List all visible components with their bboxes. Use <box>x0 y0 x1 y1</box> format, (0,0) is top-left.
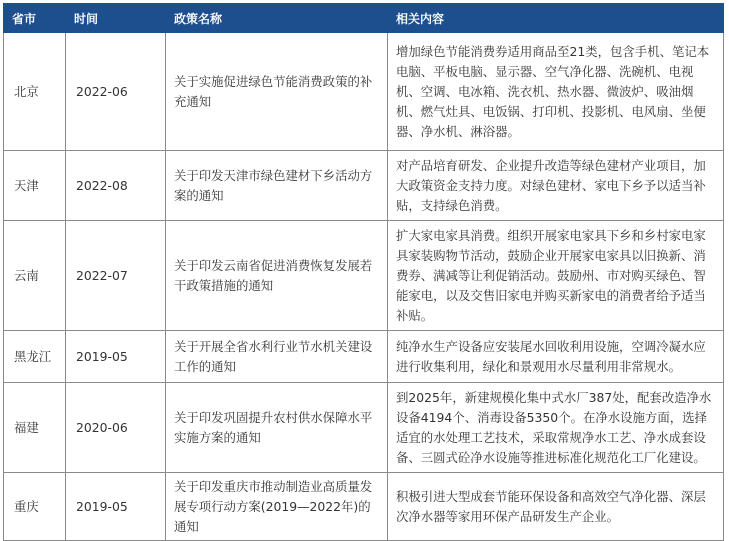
cell-province: 黑龙江 <box>4 331 66 383</box>
cell-policy: 关于开展全省水利行业节水机关建设工作的通知 <box>166 331 388 383</box>
cell-policy: 关于印发巩固提升农村供水保障水平实施方案的通知 <box>166 383 388 473</box>
cell-date: 2019-05 <box>66 331 166 383</box>
header-province: 省市 <box>4 4 66 33</box>
header-row <box>4 4 724 33</box>
table-row <box>4 383 724 473</box>
table-row <box>4 151 724 221</box>
cell-content: 纯净水生产设备应安装尾水回收利用设施，空调冷凝水应进行收集利用，绿化和景观用水尽量利用非常规水。 <box>388 331 724 383</box>
cell-province: 福建 <box>4 383 66 473</box>
cell-province: 北京 <box>4 33 66 151</box>
header-date: 时间 <box>66 4 166 33</box>
table-row <box>4 221 724 331</box>
cell-date: 2019-05 <box>66 473 166 541</box>
cell-content: 对产品培育研发、企业提升改造等绿色建材产业项目，加大政策资金支持力度。对绿色建材、家电下乡予以适当补贴，支持绿色消费。 <box>388 151 724 221</box>
cell-content: 扩大家电家具消费。组织开展家电家具下乡和乡村家电家具家装购物节活动，鼓励企业开展家电家具以旧换新、消费券、满减等让利促销活动。鼓励州、市对购买绿色、智能家电，以及交售旧家电并购买新家电的消费者给予适当补贴。 <box>388 221 724 331</box>
policy-table <box>3 3 724 541</box>
table-row <box>4 331 724 383</box>
cell-date: 2022-08 <box>66 151 166 221</box>
cell-province: 重庆 <box>4 473 66 541</box>
table-header <box>4 4 724 33</box>
cell-date: 2022-06 <box>66 33 166 151</box>
cell-policy: 关于印发重庆市推动制造业高质量发展专项行动方案(2019—2022年)的通知 <box>166 473 388 541</box>
header-content: 相关内容 <box>388 4 724 33</box>
cell-date: 2020-06 <box>66 383 166 473</box>
cell-policy: 关于印发天津市绿色建材下乡活动方案的通知 <box>166 151 388 221</box>
table-row <box>4 473 724 541</box>
table-row <box>4 33 724 151</box>
cell-content: 到2025年，新建规模化集中式水厂387处，配套改造净水设备4194个、消毒设备5350个。在净水设施方面，选择适宜的水处理工艺技术，采取常规净水工艺、净水成套设备、三圆式砼净水设施等推进标准化规范化工厂化建设。 <box>388 383 724 473</box>
header-policy: 政策名称 <box>166 4 388 33</box>
cell-province: 云南 <box>4 221 66 331</box>
cell-policy: 关于实施促进绿色节能消费政策的补充通知 <box>166 33 388 151</box>
cell-content: 增加绿色节能消费券适用商品至21类，包含手机、笔记本电脑、平板电脑、显示器、空气净化器、洗碗机、电视机、空调、电冰箱、洗衣机、热水器、微波炉、吸油烟机、燃气灶具、电饭锅、打印机、投影机、电风扇、坐便器、净水机、淋浴器。 <box>388 33 724 151</box>
cell-policy: 关于印发云南省促进消费恢复发展若干政策措施的通知 <box>166 221 388 331</box>
cell-province: 天津 <box>4 151 66 221</box>
table-body <box>4 33 724 541</box>
cell-date: 2022-07 <box>66 221 166 331</box>
cell-content: 积极引进大型成套节能环保设备和高效空气净化器、深层次净水器等家用环保产品研发生产企业。 <box>388 473 724 541</box>
